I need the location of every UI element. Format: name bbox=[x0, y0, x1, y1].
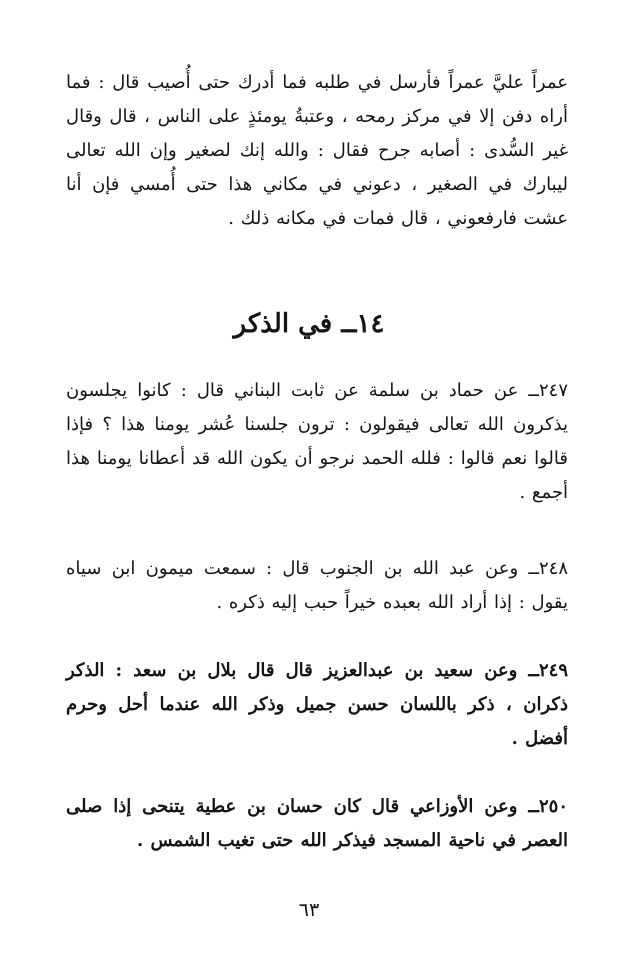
page-number: ٦٣ bbox=[298, 899, 320, 921]
entry-250: ٢٥٠ــ وعن الأوزاعي قال كان حسان بن عطية يتنحى إذا صلى العصر في ناحية المسجد فيذكر الله حتى تغيب الشمس . bbox=[66, 796, 568, 851]
entry-249: ٢٤٩ــ وعن سعيد بن عبدالعزيز قال قال بلال بن سعد : الذكر ذكران ، ذكر باللسان حسن جميل وذكر الله عندما أحل وحرم أفضل . bbox=[66, 660, 568, 749]
section-heading: ١٤ــ في الذكر bbox=[233, 309, 385, 339]
entry-247: ٢٤٧ــ عن حماد بن سلمة عن ثابت البناني قال : كانوا يجلسون يذكرون الله تعالى فيقولون : ترون جلسنا عُشر يومنا هذا ؟ فإذا قالوا نعم قالوا : فلله الحمد نرجو أن يكون الله قد أعطانا يومنا هذا أجمع . bbox=[66, 380, 568, 503]
entry-248: ٢٤٨ــ وعن عبد الله بن الجنوب قال : سمعت ميمون ابن سياه يقول : إذا أراد الله بعبده خيراً حبب إليه ذكره . bbox=[66, 558, 568, 613]
top-paragraph: عمراً عليَّ عمراً فأرسل في طلبه فما أدرك حتى أُصيب قال : فما أراه دفن إلا في مركز رمحه ، وعتبةُ يومئذٍ على الناس ، قال وقال غير السُّدى : أصابه جرح فقال : والله إنك لصغير وإن الله تعالى ليبارك في الصغير ، دعوني في مكاني هذا حتى أُمسي فإن أنا عشت فارفعوني ، قال فمات في مكانه ذلك . bbox=[66, 72, 568, 229]
